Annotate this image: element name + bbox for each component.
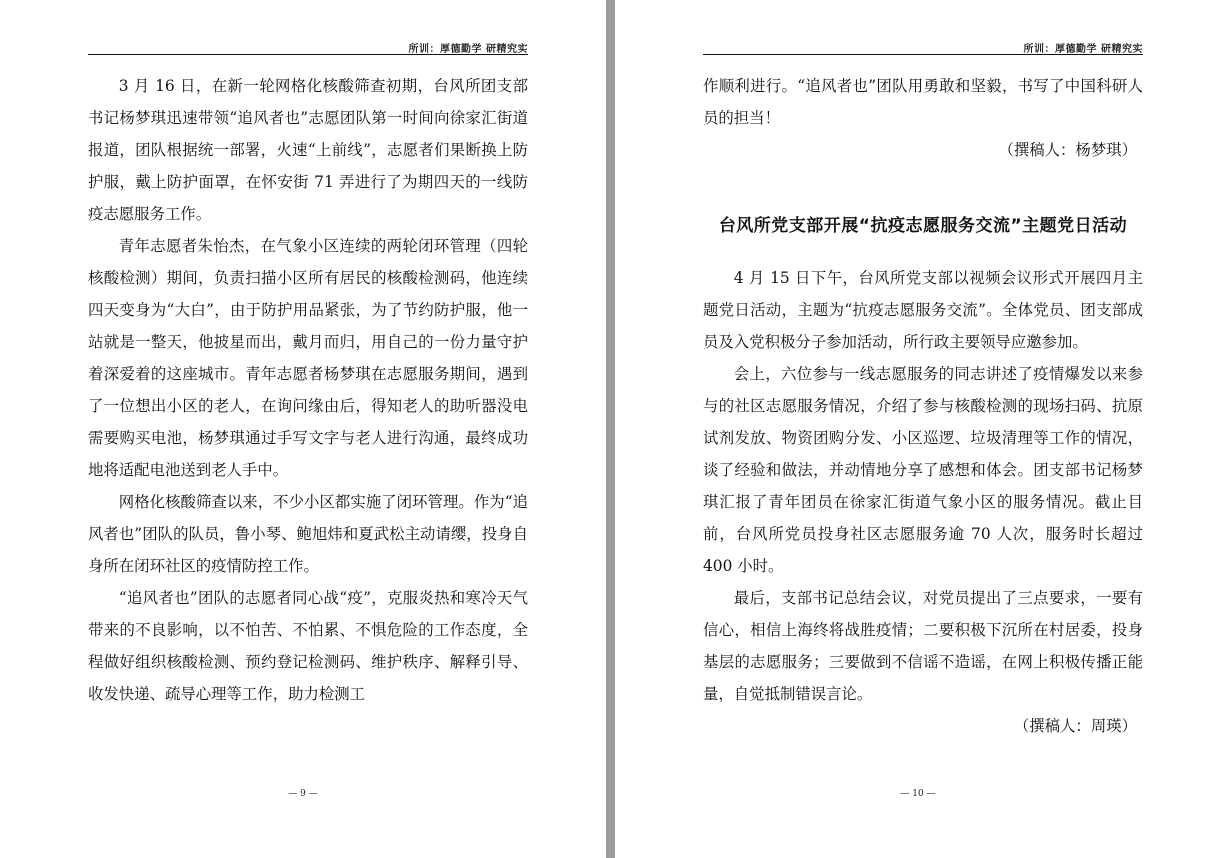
paragraph: 最后，支部书记总结会议，对党员提出了三点要求，一要有信心，相信上海终将战胜疫情；二要积极下沉所在村居委，投身基层的志愿服务；三要做到不信谣不造谣，在网上积极传播正能量，自觉抵制错误言论。 xyxy=(703,589,1143,703)
right-page xyxy=(615,0,1221,858)
spacer xyxy=(703,242,1143,262)
header-motto: 所训：厚德勤学 研精究实 xyxy=(408,44,528,55)
header-rule xyxy=(703,54,1143,55)
paragraph: “追风者也”团队的志愿者同心战“疫”，克服炎热和寒冷天气带来的不良影响，以不怕苦、不怕累、不惧危险的工作态度，全程做好组织核酸检测、预约登记检测码、维护秩序、解释引导、收发快递、疏导心理等工作，助力检测工 xyxy=(88,589,528,703)
paragraph: 会上，六位参与一线志愿服务的同志讲述了疫情爆发以来参与的社区志愿服务情况，介绍了参与核酸检测的现场扫码、抗原试剂发放、物资团购分发、小区巡逻、垃圾清理等工作的情况，谈了经验和做法，并动情地分享了感想和体会。团支部书记杨梦琪汇报了青年团员在徐家汇街道气象小区的服务情况。截止目前，台风所党员投身社区志愿服务逾 70 人次，服务时长超过 400 小时。 xyxy=(703,365,1143,575)
header-rule xyxy=(88,54,528,55)
page-number: — 9 — xyxy=(288,789,318,799)
paragraph: 3 月 16 日，在新一轮网格化核酸筛查初期，台风所团支部书记杨梦琪迅速带领“追风者也”志愿团队第一时间向徐家汇街道报道，团队根据统一部署，火速“上前线”，志愿者们果断换上防护服，戴上防护面罩，在怀安街 71 弄进行了为期四天的一线防疫志愿服务工作。 xyxy=(88,77,528,223)
right-body-text xyxy=(703,70,1143,742)
page-number: — 10 — xyxy=(900,789,936,799)
header-motto: 所训：厚德勤学 研精究实 xyxy=(1023,44,1143,55)
continuation-paragraph: 作顺利进行。“追风者也”团队用勇敢和坚毅，书写了中国科研人员的担当！ xyxy=(703,77,1143,127)
author-credit: （撰稿人：杨梦琪） xyxy=(998,141,1137,159)
paragraph: 网格化核酸筛查以来，不少小区都实施了闭环管理。作为“追风者也”团队的队员，鲁小琴、鲍旭炜和夏武松主动请缨，投身自身所在闭环社区的疫情防控工作。 xyxy=(88,493,528,575)
spacer xyxy=(703,166,1143,210)
left-body-text xyxy=(88,70,528,710)
left-page xyxy=(0,0,606,858)
paragraph: 青年志愿者朱怡杰，在气象小区连续的两轮闭环管理（四轮核酸检测）期间，负责扫描小区所有居民的核酸检测码，他连续四天变身为“大白”，由于防护用品紧张，为了节约防护服，他一站就是一整天，他披星而出，戴月而归，用自己的一份力量守护着深爱着的这座城市。青年志愿者杨梦琪在志愿服务期间，遇到了一位想出小区的老人，在询问缘由后，得知老人的助听器没电需要购买电池，杨梦琪通过手写文字与老人进行沟通，最终成功地将适配电池送到老人手中。 xyxy=(88,237,528,479)
author-credit: （撰稿人：周瑛） xyxy=(1013,717,1137,735)
article-title: 台风所党支部开展“抗疫志愿服务交流”主题党日活动 xyxy=(718,216,1128,236)
paragraph: 4 月 15 日下午，台风所党支部以视频会议形式开展四月主题党日活动，主题为“抗疫志愿服务交流”。全体党员、团支部成员及入党积极分子参加活动，所行政主要领导应邀参加。 xyxy=(703,269,1143,351)
